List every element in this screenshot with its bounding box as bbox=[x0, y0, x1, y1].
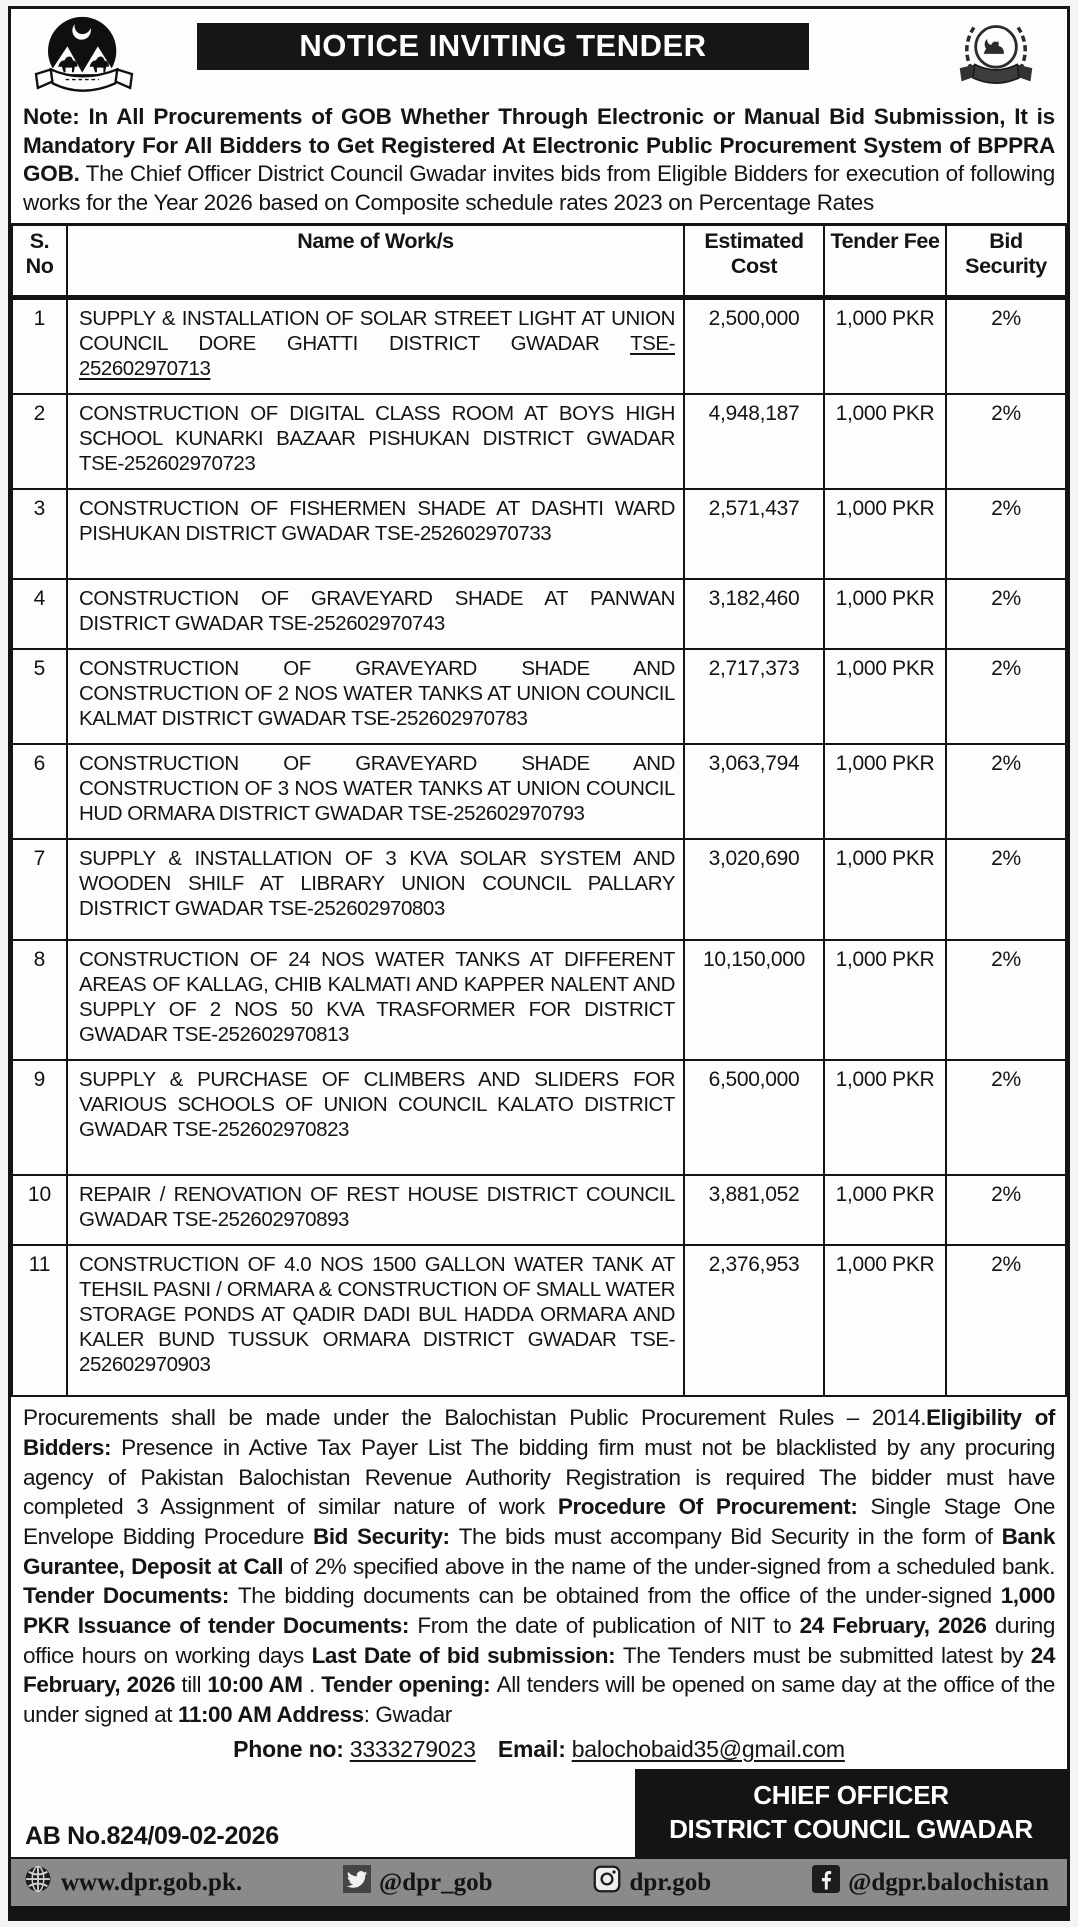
work-description: SUPPLY & INSTALLATION OF SOLAR STREET LIGHT AT UNION COUNCIL DORE GHATTI DISTRICT GWADAR TSE-252602970713 bbox=[67, 298, 684, 395]
bid-security: 2% bbox=[946, 744, 1066, 839]
works-table bbox=[11, 223, 1067, 1397]
column-header-sno: S. No bbox=[12, 225, 67, 298]
footer-black-strip bbox=[11, 1906, 1067, 1918]
serial-number: 10 bbox=[12, 1175, 67, 1245]
work-description: CONSTRUCTION OF 24 NOS WATER TANKS AT DIFFERENT AREAS OF KALLAG, CHIB KALMATI AND KAPPER NALENT AND SUPPLY OF 2 NOS 50 KVA TRASFORMER FOR DISTRICT GWADAR TSE-252602970813 bbox=[67, 940, 684, 1060]
tender-fee: 1,000 PKR bbox=[824, 1175, 946, 1245]
footer-website-text: www.dpr.gob.pk. bbox=[61, 1868, 243, 1896]
intro-note bbox=[11, 101, 1067, 223]
tender-fee: 1,000 PKR bbox=[824, 744, 946, 839]
tse-number: TSE-252602970743 bbox=[268, 612, 445, 636]
bid-security: 2% bbox=[946, 1175, 1066, 1245]
estimated-cost: 6,500,000 bbox=[684, 1060, 824, 1175]
serial-number: 9 bbox=[12, 1060, 67, 1175]
tse-number: TSE-252602970783 bbox=[351, 707, 528, 731]
footer-twitter-handle: @dpr_gob bbox=[379, 1868, 493, 1896]
estimated-cost: 2,571,437 bbox=[684, 489, 824, 579]
work-description: CONSTRUCTION OF GRAVEYARD SHADE AND CONSTRUCTION OF 2 NOS WATER TANKS AT UNION COUNCIL KALMAT DISTRICT GWADAR TSE-252602970783 bbox=[67, 649, 684, 744]
table-row bbox=[12, 940, 1066, 1060]
tse-number: TSE-252602970813 bbox=[172, 1023, 349, 1047]
serial-number: 4 bbox=[12, 579, 67, 649]
table-row bbox=[12, 744, 1066, 839]
column-header-name-of-works: Name of Work/s bbox=[67, 225, 684, 298]
footer-facebook-handle: @dgpr.balochistan bbox=[848, 1868, 1049, 1896]
tse-number: TSE-252602970793 bbox=[408, 802, 585, 826]
email-address: balochobaid35@gmail.com bbox=[571, 1735, 845, 1762]
table-row bbox=[12, 1060, 1066, 1175]
tse-number: TSE-252602970903 bbox=[79, 1328, 675, 1377]
table-row bbox=[12, 489, 1066, 579]
tse-number: TSE-252602970803 bbox=[268, 897, 445, 921]
work-description: CONSTRUCTION OF GRAVEYARD SHADE AND CONSTRUCTION OF 3 NOS WATER TANKS AT UNION COUNCIL HUD ORMARA DISTRICT GWADAR TSE-252602970793 bbox=[67, 744, 684, 839]
balochistan-emblem-icon bbox=[937, 15, 1055, 112]
work-description: SUPPLY & INSTALLATION OF 3 KVA SOLAR SYSTEM AND WOODEN SHILF AT LIBRARY UNION COUNCIL PALLARY DISTRICT GWADAR TSE-252602970803 bbox=[67, 839, 684, 940]
tender-fee: 1,000 PKR bbox=[824, 394, 946, 489]
estimated-cost: 10,150,000 bbox=[684, 940, 824, 1060]
work-description: CONSTRUCTION OF FISHERMEN SHADE AT DASHTI WARD PISHUKAN DISTRICT GWADAR TSE-252602970733 bbox=[67, 489, 684, 579]
estimated-cost: 2,500,000 bbox=[684, 298, 824, 395]
page-title-text: NOTICE INVITING TENDER bbox=[299, 28, 707, 63]
page-title bbox=[197, 23, 809, 70]
tse-number: TSE-252602970723 bbox=[79, 452, 256, 476]
bid-security: 2% bbox=[946, 940, 1066, 1060]
signature-title: CHIEF OFFICER bbox=[753, 1779, 949, 1810]
work-description: SUPPLY & PURCHASE OF CLIMBERS AND SLIDERS FOR VARIOUS SCHOOLS OF UNION COUNCIL KALATO DISTRICT GWADAR TSE-252602970823 bbox=[67, 1060, 684, 1175]
tender-fee: 1,000 PKR bbox=[824, 649, 946, 744]
phone-number: 3333279023 bbox=[349, 1735, 476, 1762]
estimated-cost: 4,948,187 bbox=[684, 394, 824, 489]
signature-office: DISTRICT COUNCIL GWADAR bbox=[669, 1813, 1033, 1844]
tender-fee: 1,000 PKR bbox=[824, 489, 946, 579]
table-row bbox=[12, 839, 1066, 940]
tender-fee: 1,000 PKR bbox=[824, 298, 946, 395]
bid-security: 2% bbox=[946, 1060, 1066, 1175]
bid-security: 2% bbox=[946, 579, 1066, 649]
signature-row bbox=[11, 1769, 1067, 1858]
estimated-cost: 2,376,953 bbox=[684, 1245, 824, 1396]
table-row bbox=[12, 649, 1066, 744]
serial-number: 1 bbox=[12, 298, 67, 395]
phone-label: Phone no: bbox=[233, 1735, 344, 1762]
table-header-row bbox=[12, 225, 1066, 298]
bid-security: 2% bbox=[946, 394, 1066, 489]
serial-number: 8 bbox=[12, 940, 67, 1060]
ab-number: AB No.824/09-02-2026 bbox=[25, 1822, 279, 1851]
terms-paragraph: Procurements shall be made under the Balochistan Public Procurement Rules – 2014.Eligibility of Bidders: Presence in Active Tax Payer List The bidding firm must not be blacklisted by any procuring agency of Pakistan Balochistan Revenue Authority Registration is required The bidder must have completed 3 Assignment of similar nature of work Procedure Of Procurement: Single Stage One Envelope Bidding Procedure Bid Security: The bids must accompany Bid Security in the form of Bank Gurantee, Deposit at Call of 2% specified above in the name of the under-signed from a scheduled bank. Tender Documents: The bidding documents can be obtained from the office of the under-signed 1,000 PKR Issuance of tender Documents: From the date of publication of NIT to 24 February, 2026 during office hours on working days Last Date of bid submission: The Tenders must be submitted latest by 24 February, 2026 till 10:00 AM . Tender opening: All tenders will be opened on same day at the office of the under signed at 11:00 AM Address: Gwadar bbox=[23, 1405, 1056, 1728]
tender-fee: 1,000 PKR bbox=[824, 579, 946, 649]
column-header-bid-security: Bid Security bbox=[946, 225, 1066, 298]
twitter-icon bbox=[343, 1865, 371, 1900]
serial-number: 6 bbox=[12, 744, 67, 839]
bid-security: 2% bbox=[946, 489, 1066, 579]
signature-block bbox=[635, 1769, 1067, 1858]
work-description: CONSTRUCTION OF GRAVEYARD SHADE AT PANWAN DISTRICT GWADAR TSE-252602970743 bbox=[67, 579, 684, 649]
table-row bbox=[12, 394, 1066, 489]
works-table-body bbox=[12, 298, 1066, 1397]
footer-social-bar bbox=[11, 1857, 1067, 1906]
estimated-cost: 3,063,794 bbox=[684, 744, 824, 839]
work-description: CONSTRUCTION OF 4.0 NOS 1500 GALLON WATER TANK AT TEHSIL PASNI / ORMARA & CONSTRUCTION OF SMALL WATER STORAGE PONDS AT QADIR DADI BUL HADDA ORMARA AND KALER BUND TUSSUK ORMARA DISTRICT GWADAR TSE-252602970903 bbox=[67, 1245, 684, 1396]
tender-notice-page bbox=[8, 6, 1070, 1921]
table-row bbox=[12, 1175, 1066, 1245]
footer-twitter bbox=[343, 1865, 493, 1900]
tender-fee: 1,000 PKR bbox=[824, 1245, 946, 1396]
work-description: CONSTRUCTION OF DIGITAL CLASS ROOM AT BOYS HIGH SCHOOL KUNARKI BAZAAR PISHUKAN DISTRICT GWADAR TSE-252602970723 bbox=[67, 394, 684, 489]
globe-icon bbox=[23, 1864, 53, 1901]
tse-number: TSE-252602970733 bbox=[374, 522, 552, 546]
tender-fee: 1,000 PKR bbox=[824, 940, 946, 1060]
footer-instagram-handle: dpr.gob bbox=[629, 1868, 712, 1896]
intro-note-bold: Note: In All Procurements of GOB Whether Through Electronic or Manual Bid Submission, It is Mandatory For All Bidders to Get Registered At Electronic Public Procurement System of BPPRA GOB. bbox=[23, 104, 1055, 187]
estimated-cost: 3,881,052 bbox=[684, 1175, 824, 1245]
contact-line bbox=[11, 1734, 1067, 1769]
tender-fee: 1,000 PKR bbox=[824, 1060, 946, 1175]
page-bottom-margin bbox=[0, 1921, 1078, 1927]
bid-security: 2% bbox=[946, 649, 1066, 744]
table-row bbox=[12, 298, 1066, 395]
serial-number: 3 bbox=[12, 489, 67, 579]
estimated-cost: 2,717,373 bbox=[684, 649, 824, 744]
email-label: Email: bbox=[497, 1735, 566, 1762]
bid-security: 2% bbox=[946, 839, 1066, 940]
estimated-cost: 3,182,460 bbox=[684, 579, 824, 649]
footer-website bbox=[23, 1864, 242, 1901]
instagram-icon bbox=[593, 1865, 621, 1900]
work-description: REPAIR / RENOVATION OF REST HOUSE DISTRICT COUNCIL GWADAR TSE-252602970893 bbox=[67, 1175, 684, 1245]
tse-number: TSE-252602970893 bbox=[172, 1208, 349, 1232]
footer-facebook bbox=[812, 1865, 1049, 1900]
estimated-cost: 3,020,690 bbox=[684, 839, 824, 940]
serial-number: 11 bbox=[12, 1245, 67, 1396]
table-row bbox=[12, 1245, 1066, 1396]
footer-instagram bbox=[593, 1865, 711, 1900]
serial-number: 2 bbox=[12, 394, 67, 489]
facebook-icon bbox=[812, 1865, 840, 1900]
column-header-tender-fee: Tender Fee bbox=[824, 225, 946, 298]
table-row bbox=[12, 579, 1066, 649]
intro-note-body: The Chief Officer District Council Gwadar invites bids from Eligible Bidders for execution of following works for the Year 2026 based on Composite schedule rates 2023 on Percentage Rates bbox=[23, 161, 1055, 215]
notice-header bbox=[11, 9, 1067, 101]
bid-security: 2% bbox=[946, 298, 1066, 395]
serial-number: 7 bbox=[12, 839, 67, 940]
tender-fee: 1,000 PKR bbox=[824, 839, 946, 940]
tse-number: TSE-252602970713 bbox=[79, 332, 675, 381]
column-header-estimated-cost: Estimated Cost bbox=[684, 225, 824, 298]
district-council-gwadar-emblem-icon bbox=[23, 15, 145, 116]
serial-number: 5 bbox=[12, 649, 67, 744]
bid-security: 2% bbox=[946, 1245, 1066, 1396]
tse-number: TSE-252602970823 bbox=[172, 1118, 349, 1142]
